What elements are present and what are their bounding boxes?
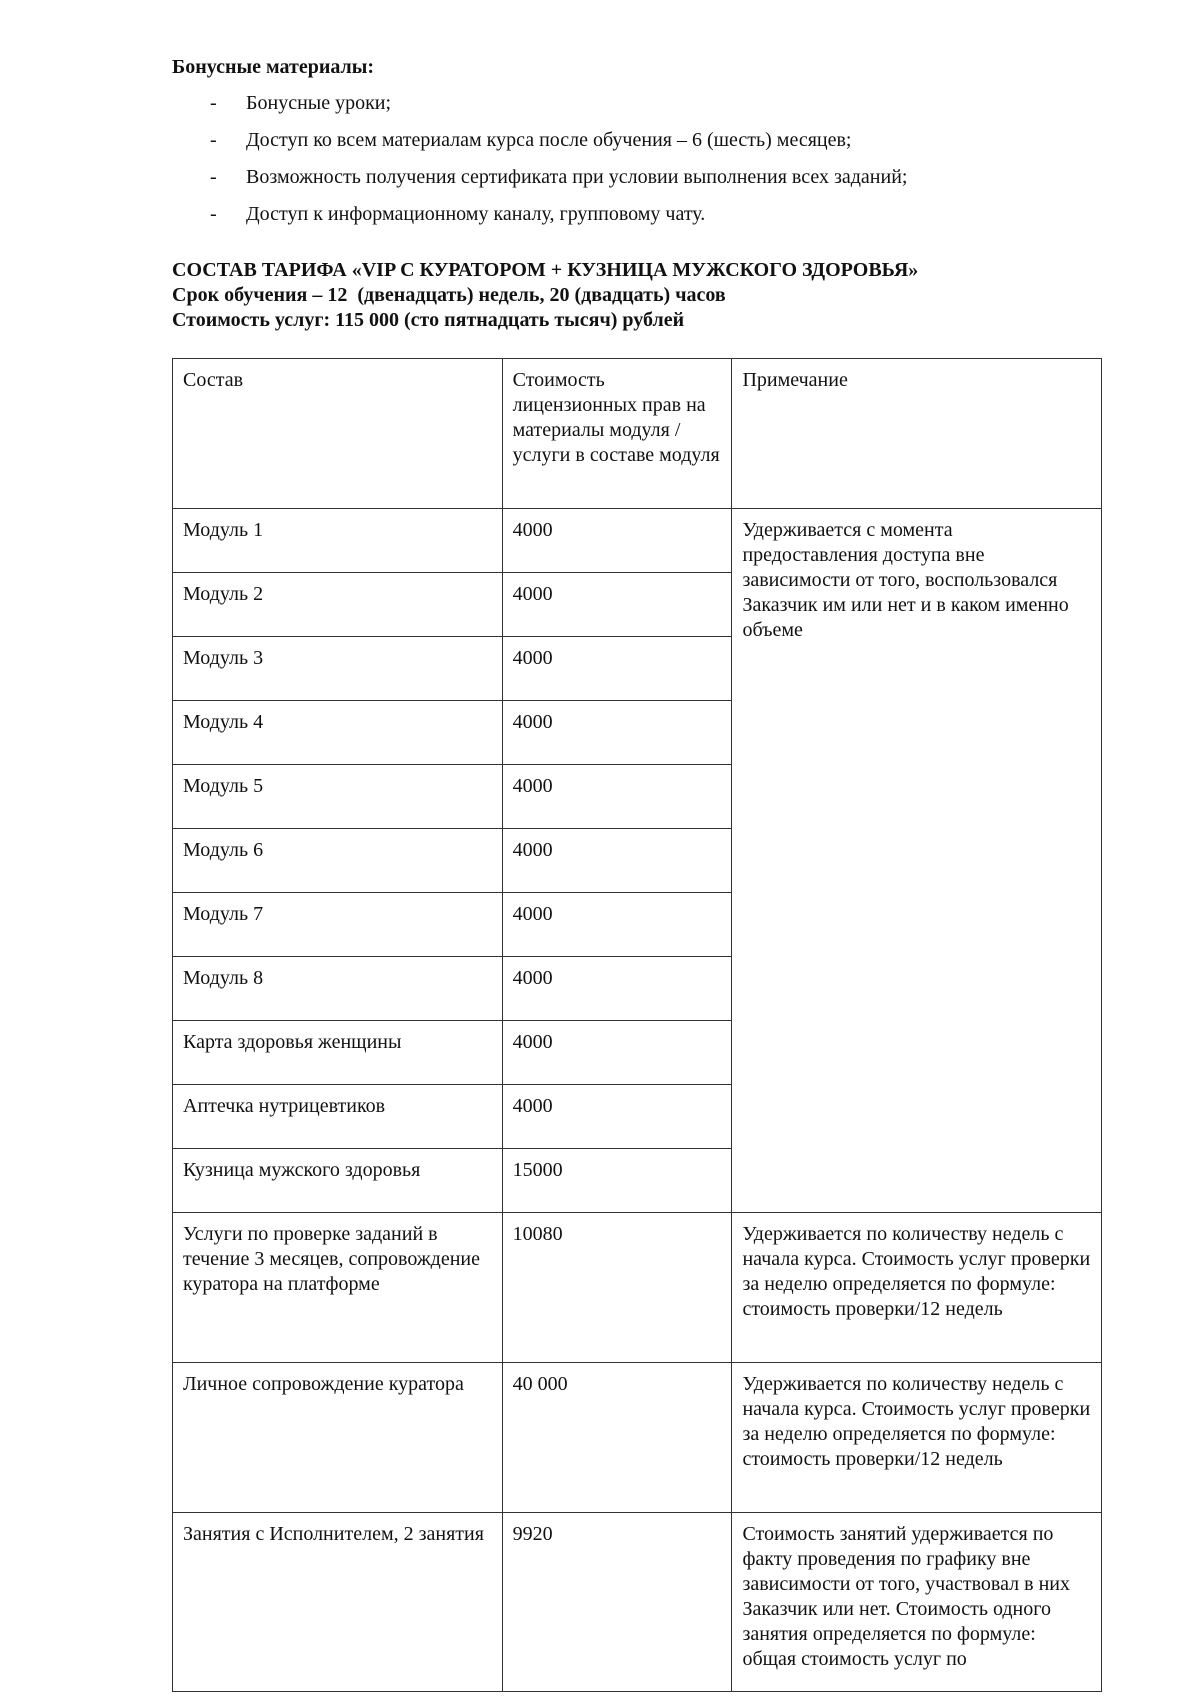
row-name: Модуль 7	[173, 893, 503, 957]
row-note: Стоимость занятий удерживается по факту проведения по графику вне зависимости от того, участвовал в них Заказчик или нет. Стоимость одного занятия определяется по формуле: общая стоимость услуг по	[732, 1513, 1102, 1692]
list-item-text: Возможность получения сертификата при условии выполнения всех заданий;	[246, 166, 908, 188]
header-cell-note: Примечание	[732, 359, 1102, 509]
module-note-cell: Удерживается с момента предоставления доступа вне зависимости от того, воспользовался Заказчик им или нет и в каком именно объеме	[732, 509, 1102, 1213]
row-name: Личное сопровождение куратора	[173, 1363, 503, 1513]
row-cost: 4000	[502, 637, 732, 701]
row-cost: 4000	[502, 1021, 732, 1085]
row-cost: 4000	[502, 957, 732, 1021]
row-cost: 4000	[502, 829, 732, 893]
row-cost: 4000	[502, 573, 732, 637]
bonus-materials-heading: Бонусные материалы:	[172, 56, 375, 78]
table-row	[173, 1213, 1102, 1363]
list-item-text: Бонусные уроки;	[246, 92, 392, 114]
tariff-header	[172, 258, 918, 333]
row-cost: 9920	[502, 1513, 732, 1692]
list-item-text: Доступ к информационному каналу, групповому чату.	[246, 203, 706, 225]
row-name: Модуль 1	[173, 509, 503, 573]
row-name: Занятия с Исполнителем, 2 занятия	[173, 1513, 503, 1692]
row-note: Удерживается по количеству недель с начала курса. Стоимость услуг проверки за неделю определяется по формуле: стоимость проверки/12 недель	[732, 1213, 1102, 1363]
row-name: Модуль 8	[173, 957, 503, 1021]
row-name: Кузница мужского здоровья	[173, 1149, 503, 1213]
table-row	[173, 509, 1102, 573]
header-cell-cost: Стоимость лицензионных прав на материалы модуля / услуги в составе модуля	[502, 359, 732, 509]
tariff-composition-table	[172, 358, 1102, 1692]
row-name: Карта здоровья женщины	[173, 1021, 503, 1085]
row-name: Аптечка нутрицевтиков	[173, 1085, 503, 1149]
row-name: Модуль 4	[173, 701, 503, 765]
row-name: Модуль 6	[173, 829, 503, 893]
row-cost: 4000	[502, 1085, 732, 1149]
row-cost: 4000	[502, 701, 732, 765]
bullet-dash: -	[210, 92, 217, 114]
table-row	[173, 1513, 1102, 1692]
bullet-dash: -	[210, 129, 217, 151]
table-header-row	[173, 359, 1102, 509]
row-note: Удерживается по количеству недель с начала курса. Стоимость услуг проверки за неделю определяется по формуле: стоимость проверки/12 недель	[732, 1363, 1102, 1513]
row-cost: 10080	[502, 1213, 732, 1363]
table-row	[173, 1363, 1102, 1513]
row-name: Модуль 5	[173, 765, 503, 829]
row-cost: 15000	[502, 1149, 732, 1213]
header-cell-composition: Состав	[173, 359, 503, 509]
row-cost: 40 000	[502, 1363, 732, 1513]
bullet-dash: -	[210, 166, 217, 188]
row-cost: 4000	[502, 893, 732, 957]
row-name: Модуль 3	[173, 637, 503, 701]
bullet-dash: -	[210, 203, 217, 225]
row-cost: 4000	[502, 765, 732, 829]
row-name: Модуль 2	[173, 573, 503, 637]
row-name: Услуги по проверке заданий в течение 3 месяцев, сопровождение куратора на платформе	[173, 1213, 503, 1363]
tariff-duration: Срок обучения – 12 (двенадцать) недель, 20 (двадцать) часов	[172, 284, 726, 306]
list-item-text: Доступ ко всем материалам курса после обучения – 6 (шесть) месяцев;	[246, 129, 852, 151]
row-cost: 4000	[502, 509, 732, 573]
tariff-title: СОСТАВ ТАРИФА «VIP С КУРАТОРОМ + КУЗНИЦА МУЖСКОГО ЗДОРОВЬЯ»	[172, 259, 919, 281]
tariff-price: Стоимость услуг: 115 000 (сто пятнадцать тысяч) рублей	[172, 309, 685, 331]
